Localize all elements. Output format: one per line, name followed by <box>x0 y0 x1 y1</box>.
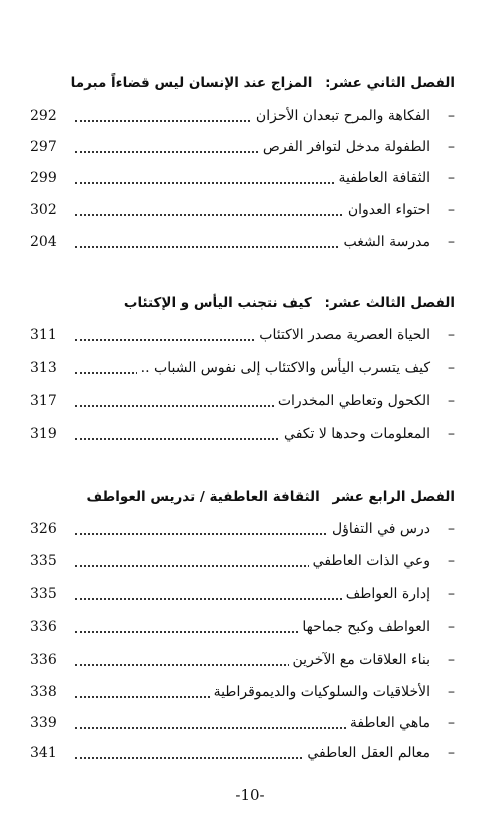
toc-entry <box>30 357 455 379</box>
entry-title: كيف يتسرب اليأس والاكتئاب إلى نفوس الشباب .. <box>137 357 430 379</box>
entry-page-number: 326 <box>30 521 57 537</box>
toc-entry <box>30 324 455 346</box>
toc-entry <box>30 105 455 127</box>
entry-dash: – <box>448 360 455 376</box>
chapter-number: الفصل الرابع عشر <box>332 489 455 505</box>
entry-title: احتواء العدوان <box>344 199 430 221</box>
toc-entry <box>30 167 455 189</box>
entry-dash: – <box>448 170 455 186</box>
entry-page-number: 336 <box>30 619 57 635</box>
entry-title: الثقافة العاطفية <box>334 167 430 189</box>
toc-entry <box>30 231 455 253</box>
entry-page-number: 341 <box>30 745 57 761</box>
chapter-heading <box>71 75 455 91</box>
entry-page-number: 297 <box>30 139 57 155</box>
chapter-heading <box>124 295 455 311</box>
entry-title: مدرسة الشغب <box>340 231 430 253</box>
entry-dash: – <box>448 684 455 700</box>
toc-entry <box>30 550 455 572</box>
entry-title: درس في التفاؤل <box>328 518 430 540</box>
entry-page-number: 339 <box>30 715 57 731</box>
entry-page-number: 336 <box>30 652 57 668</box>
entry-title: الحياة العصرية مصدر الاكتئاب <box>255 324 430 346</box>
entry-page-number: 311 <box>30 327 57 343</box>
entry-dash: – <box>448 745 455 761</box>
entry-page-number: 204 <box>30 234 57 250</box>
entry-title: وعي الذات العاطفي <box>309 550 430 572</box>
toc-entry <box>30 712 455 734</box>
entry-dash: – <box>448 586 455 602</box>
entry-dash: – <box>448 202 455 218</box>
chapter-topic: الثقافة العاطفية / تدريس العواطف <box>86 489 320 505</box>
toc-entry <box>30 390 455 412</box>
chapter-topic: كيف نتجنب اليأس و الإكتئاب <box>123 295 312 311</box>
toc-entry <box>30 616 455 638</box>
entry-page-number: 313 <box>30 360 57 376</box>
entry-dash: – <box>448 553 455 569</box>
entry-title: الأخلاقيات والسلوكيات والديموقراطية <box>210 681 430 703</box>
entry-dash: – <box>448 234 455 250</box>
entry-dash: – <box>448 393 455 409</box>
toc-entry <box>30 583 455 605</box>
entry-title: ماهي العاطفة <box>346 712 430 734</box>
entry-page-number: 292 <box>30 108 57 124</box>
entry-dash: – <box>448 108 455 124</box>
entry-title: الكحول وتعاطي المخدرات <box>274 390 430 412</box>
entry-title: الفكاهة والمرح تبعدان الأحزان <box>252 105 430 127</box>
chapter-heading <box>86 489 455 505</box>
entry-title: المعلومات وحدها لا تكفي <box>280 423 430 445</box>
entry-title: العواطف وكبح جماحها <box>298 616 430 638</box>
chapter-number: الفصل الثالث عشر: <box>324 295 455 311</box>
entry-page-number: 338 <box>30 684 57 700</box>
entry-page-number: 319 <box>30 426 57 442</box>
entry-dash: – <box>448 619 455 635</box>
entry-dash: – <box>448 139 455 155</box>
toc-entry <box>30 681 455 703</box>
toc-entry <box>30 518 455 540</box>
page-number-footer: -10- <box>235 786 265 804</box>
toc-entry <box>30 199 455 221</box>
entry-dash: – <box>448 652 455 668</box>
entry-dash: – <box>448 426 455 442</box>
entry-title: الطفولة مدخل لتوافر الفرص <box>259 136 430 158</box>
entry-dash: – <box>448 327 455 343</box>
entry-page-number: 317 <box>30 393 57 409</box>
entry-page-number: 335 <box>30 553 57 569</box>
entry-dash: – <box>448 715 455 731</box>
toc-entry <box>30 423 455 445</box>
entry-dash: – <box>448 521 455 537</box>
entry-page-number: 335 <box>30 586 57 602</box>
toc-entry <box>30 649 455 671</box>
entry-title: بناء العلاقات مع الآخرين <box>289 649 430 671</box>
entry-title: إدارة العواطف <box>342 583 430 605</box>
toc-entry <box>30 742 455 764</box>
entry-page-number: 299 <box>30 170 57 186</box>
entry-page-number: 302 <box>30 202 57 218</box>
entry-title: معالم العقل العاطفي <box>303 742 430 764</box>
chapter-number: الفصل الثاني عشر: <box>325 75 455 91</box>
toc-entry <box>30 136 455 158</box>
chapter-topic: المزاج عند الإنسان ليس قضاءاً مبرما <box>70 75 313 91</box>
